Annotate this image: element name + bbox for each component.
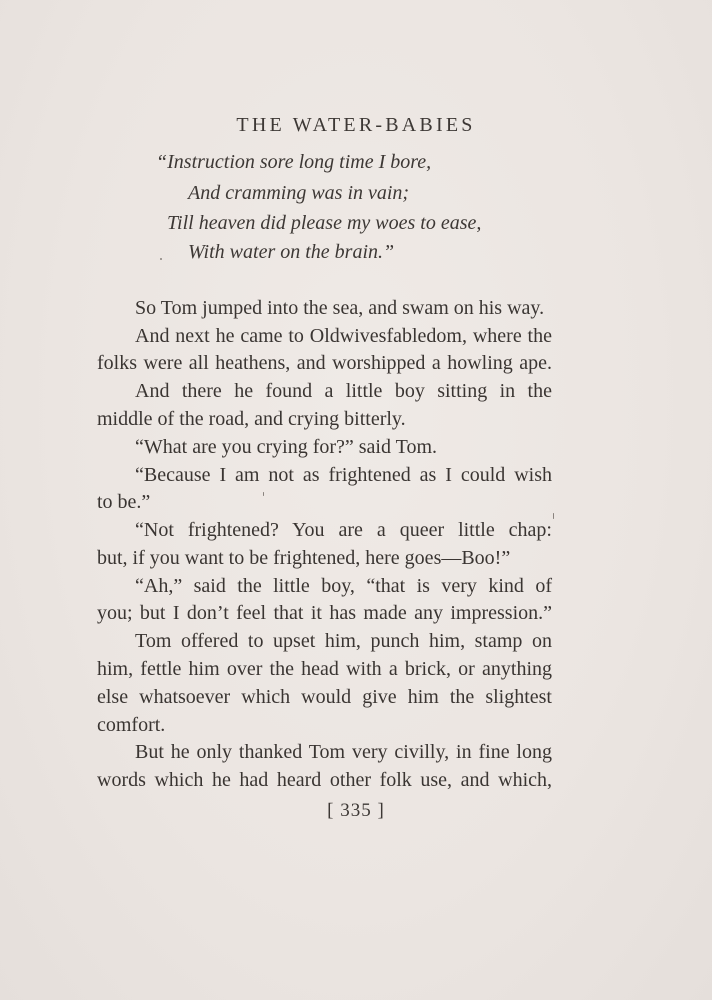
text-line: “Ah,” said the little boy, “that is very kind of (135, 575, 552, 597)
text-line: else whatsoever which would give him the slightest (97, 686, 552, 708)
verse-line: And cramming was in vain; (188, 182, 410, 204)
text-line: So Tom jumped into the sea, and swam on his way. (135, 297, 545, 319)
text-line: to be.” (97, 491, 151, 513)
page-number: [ 335 ] (327, 800, 385, 821)
verse-line: “Instruction sore long time I bore, (156, 151, 432, 173)
text-line: “Because I am not as frightened as I could wish (135, 464, 552, 486)
verse-line: Till heaven did please my woes to ease, (167, 212, 482, 234)
running-head: THE WATER-BABIES (236, 114, 476, 136)
text-line: middle of the road, and crying bitterly. (97, 408, 406, 430)
text-line: And there he found a little boy sitting in the (135, 380, 552, 402)
text-line: him, fettle him over the head with a brick, or anything (97, 658, 552, 680)
text-line: comfort. (97, 714, 166, 736)
paper-speck (263, 492, 264, 496)
verse-line: With water on the brain.” (188, 241, 395, 263)
text-line: Tom offered to upset him, punch him, stamp on (135, 630, 552, 652)
text-line: And next he came to Oldwivesfabledom, where the (135, 325, 552, 347)
text-line: But he only thanked Tom very civilly, in fine long (135, 741, 552, 763)
text-line: you; but I don’t feel that it has made any impression.” (97, 602, 552, 624)
text-line: “What are you crying for?” said Tom. (135, 436, 438, 458)
text-line: “Not frightened? You are a queer little chap: (135, 519, 552, 541)
text-line: but, if you want to be frightened, here goes—Boo!” (97, 547, 511, 569)
text-line: words which he had heard other folk use, and which, (97, 769, 552, 791)
paper-speck (160, 258, 162, 260)
text-line: folks were all heathens, and worshipped a howling ape. (97, 352, 552, 374)
paper-speck (553, 513, 554, 519)
